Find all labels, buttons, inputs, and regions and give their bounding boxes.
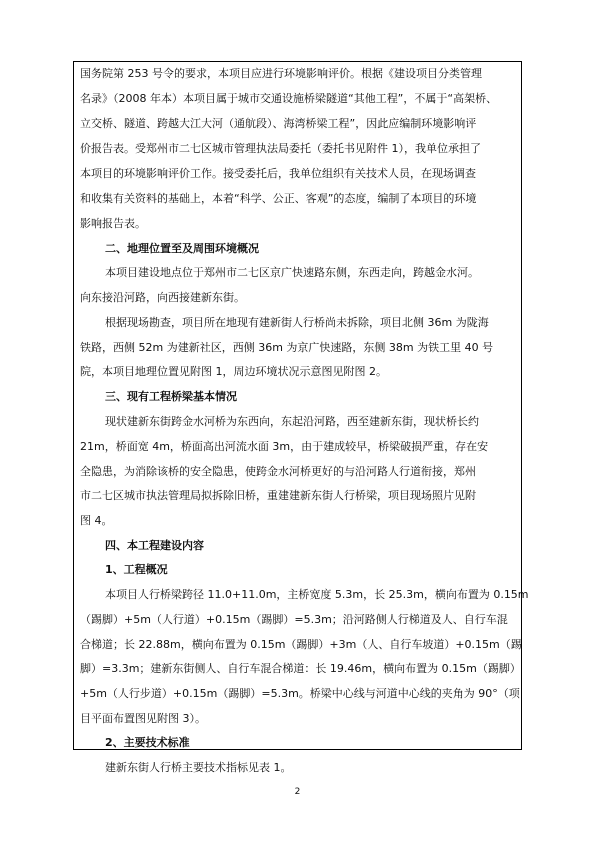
page-number: 2: [294, 787, 301, 797]
section-heading: 1、工程概况: [105, 563, 168, 576]
section-heading: 2、主要技术标准: [105, 736, 190, 749]
text-line: 院，本项目地理位置见附图 1，周边环境状况示意图见附图 2。: [80, 365, 387, 378]
section-heading: 二、地理位置至及周围环境概况: [105, 242, 259, 255]
text-line: 图 4。: [80, 514, 113, 527]
text-line: 合梯道；长 22.88m，横向布置为 0.15m（踢脚）+3m（人、自行车坡道）+0.15m（踢: [80, 638, 522, 651]
text-line: 铁路，西侧 52m 为建新社区，西侧 36m 为京广快速路，东侧 38m 为铁工里 40 号: [80, 341, 494, 354]
text-line: 目平面布置图见附图 3）。: [80, 712, 206, 725]
text-line: 和收集有关资料的基础上，本着“科学、公正、客观”的态度，编制了本项目的环境: [80, 192, 477, 205]
section-heading: 三、现有工程桥梁基本情况: [105, 390, 237, 403]
text-line: 全隐患，为消除该桥的安全隐患，使跨金水河桥更好的与沿河路人行道衔接，郑州: [80, 465, 476, 478]
text-line: 现状建新东街跨金水河桥为东西向，东起沿河路，西至建新东街，现状桥长约: [105, 415, 479, 428]
text-line: 影响报告表。: [80, 217, 146, 230]
text-line: 建新东街人行桥主要技术指标见表 1。: [105, 761, 292, 774]
text-line: 21m，桥面宽 4m，桥面高出河流水面 3m，由于建成较早，桥梁破损严重，存在安: [80, 440, 489, 453]
text-line: +5m（人行步道）+0.15m（踢脚）=5.3m。桥梁中心线与河道中心线的夹角为 90°（项: [80, 687, 520, 700]
text-line: 根据现场勘查，项目所在地现有建新街人行桥尚未拆除，项目北侧 36m 为陇海: [105, 316, 489, 329]
text-line: 脚）=3.3m；建新东街侧人、自行车混合梯道：长 19.46m，横向布置为 0.15m（踢脚）: [80, 662, 521, 675]
text-line: 价报告表。受郑州市二七区城市管理执法局委托（委托书见附件 1），我单位承担了: [80, 142, 481, 155]
text-line: 本项目建设地点位于郑州市二七区京广快速路东侧，东西走向，跨越金水河。: [105, 266, 479, 279]
text-line: 向东接沿河路，向西接建新东街。: [80, 291, 245, 304]
text-line: 名录》（2008 年本）本项目属于城市交通设施桥梁隧道“其他工程”，不属于“高架桥、: [80, 92, 498, 105]
text-line: 市二七区城市执法管理局拟拆除旧桥，重建建新东街人行桥梁，项目现场照片见附: [80, 489, 476, 502]
section-heading: 四、本工程建设内容: [105, 539, 204, 552]
text-line: （踢脚）+5m（人行道）+0.15m（踢脚）=5.3m；沿河路侧人行梯道及人、自行车混: [80, 613, 508, 626]
text-line: 国务院第 253 号令的要求，本项目应进行环境影响评价。根据《建设项目分类管理: [80, 67, 482, 80]
text-line: 本项目的环境影响评价工作。接受委托后，我单位组织有关技术人员，在现场调查: [80, 167, 476, 180]
text-line: 本项目人行桥梁跨径 11.0+11.0m，主桥宽度 5.3m，长 25.3m，横向布置为 0.15m: [105, 588, 529, 601]
text-line: 立交桥、隧道、跨越大江大河（通航段）、海湾桥梁工程”，因此应编制环境影响评: [80, 117, 477, 130]
